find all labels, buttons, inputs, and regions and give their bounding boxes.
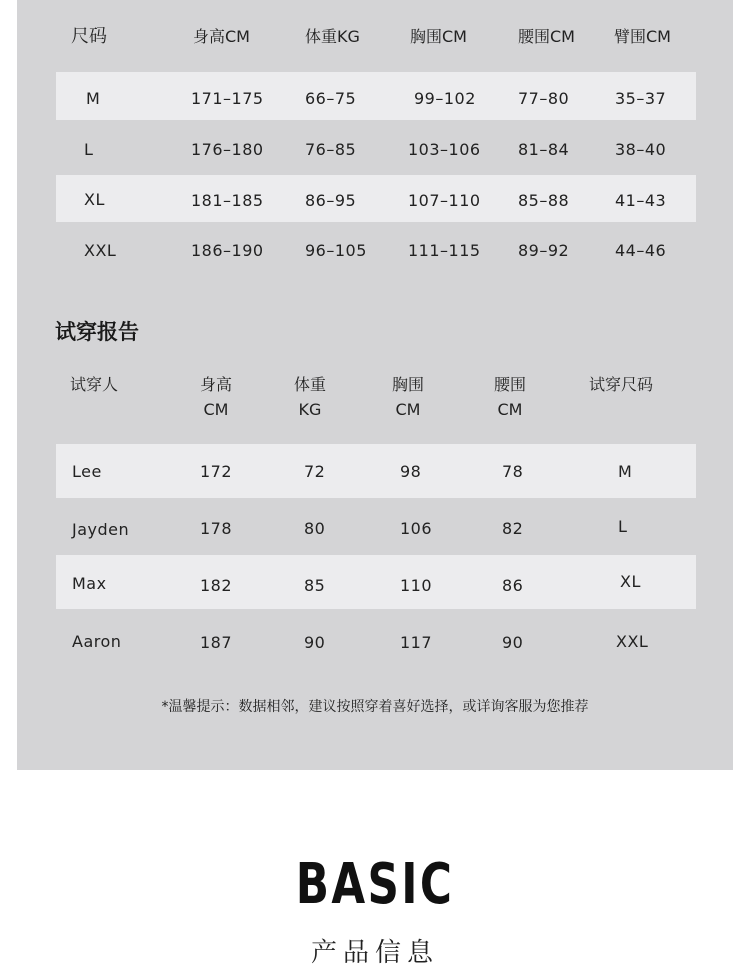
size-cell: L (84, 140, 94, 159)
fit-cell: L (618, 517, 628, 536)
size-row-bg-m (56, 72, 696, 120)
fit-cell: 80 (304, 519, 326, 538)
fit-header-label: 身高 (199, 375, 232, 394)
size-header-chest: 胸围CM (410, 27, 467, 46)
fit-cell: 117 (400, 633, 433, 652)
fit-cell: 178 (200, 519, 233, 538)
size-cell: 107–110 (408, 191, 481, 210)
size-cell: M (86, 89, 101, 108)
fit-cell: 78 (502, 462, 524, 481)
fit-header-height (196, 372, 236, 422)
size-cell: 77–80 (518, 89, 570, 108)
size-header-arm: 臂围CM (614, 27, 671, 46)
size-header-waist: 腰围CM (518, 27, 575, 46)
size-cell: 41–43 (615, 191, 667, 210)
fit-header-label: 试穿人 (70, 375, 119, 394)
fit-cell: 106 (400, 519, 433, 538)
fit-header-weight (290, 372, 330, 422)
section-subtitle: 产品信息 (310, 938, 439, 968)
size-cell: 103–106 (408, 140, 481, 159)
fit-cell: XL (620, 572, 641, 591)
size-cell: 186–190 (191, 241, 264, 260)
fit-header-label: 体重 (293, 375, 326, 394)
fit-cell: 86 (502, 576, 524, 595)
size-row-bg-xl (56, 175, 696, 222)
size-header-weight: 体重KG (305, 27, 360, 46)
size-cell: 181–185 (191, 191, 264, 210)
size-cell: 81–84 (518, 140, 570, 159)
fit-cell: 72 (304, 462, 326, 481)
fit-header-person (70, 372, 118, 397)
fit-cell-name: Max (72, 574, 107, 593)
fit-cell: 182 (200, 576, 233, 595)
fit-header-chest (388, 372, 428, 422)
size-cell: 38–40 (615, 140, 667, 159)
fit-cell: 98 (400, 462, 422, 481)
fit-cell: 90 (304, 633, 326, 652)
fit-header-unit: CM (497, 400, 523, 419)
fit-cell: 110 (400, 576, 433, 595)
size-cell: 85–88 (518, 191, 570, 210)
fit-cell-name: Jayden (72, 520, 130, 539)
size-header-size: 尺码 (71, 26, 107, 47)
size-cell: XL (84, 190, 105, 209)
fit-row-bg-max (56, 555, 696, 609)
fit-report-title: 试穿报告 (55, 320, 139, 344)
fit-cell-name: Aaron (72, 632, 122, 651)
size-cell: 86–95 (305, 191, 357, 210)
size-cell: 66–75 (305, 89, 357, 108)
fit-header-unit: CM (203, 400, 229, 419)
fit-header-unit: CM (395, 400, 421, 419)
size-cell: 76–85 (305, 140, 357, 159)
fit-cell: 85 (304, 576, 326, 595)
fit-cell-name: Lee (72, 462, 102, 481)
size-cell: 96–105 (305, 241, 367, 260)
fit-cell: 172 (200, 462, 233, 481)
fit-cell: 187 (200, 633, 233, 652)
size-cell: 111–115 (408, 241, 481, 260)
size-cell: 176–180 (191, 140, 264, 159)
fit-header-waist (490, 372, 530, 422)
size-cell: 99–102 (414, 89, 476, 108)
fit-cell: 82 (502, 519, 524, 538)
fit-header-label: 胸围 (391, 375, 424, 394)
fit-header-unit: KG (298, 400, 322, 419)
fit-header-label: 腰围 (493, 375, 526, 394)
size-cell: XXL (84, 241, 117, 260)
size-header-height: 身高CM (193, 27, 250, 46)
fit-header-label: 试穿尺码 (589, 375, 654, 394)
fit-cell: XXL (616, 632, 649, 651)
fit-row-bg-lee (56, 444, 696, 498)
size-cell: 171–175 (191, 89, 264, 108)
fit-header-fit-size (589, 372, 653, 397)
brand-word: BASIC (295, 852, 455, 917)
size-cell: 44–46 (615, 241, 667, 260)
size-cell: 35–37 (615, 89, 667, 108)
fit-tip-note: *温馨提示：数据相邻，建议按照穿着喜好选择，或详询客服为您推荐 (161, 699, 589, 715)
fit-cell: M (618, 462, 633, 481)
fit-cell: 90 (502, 633, 524, 652)
size-cell: 89–92 (518, 241, 570, 260)
